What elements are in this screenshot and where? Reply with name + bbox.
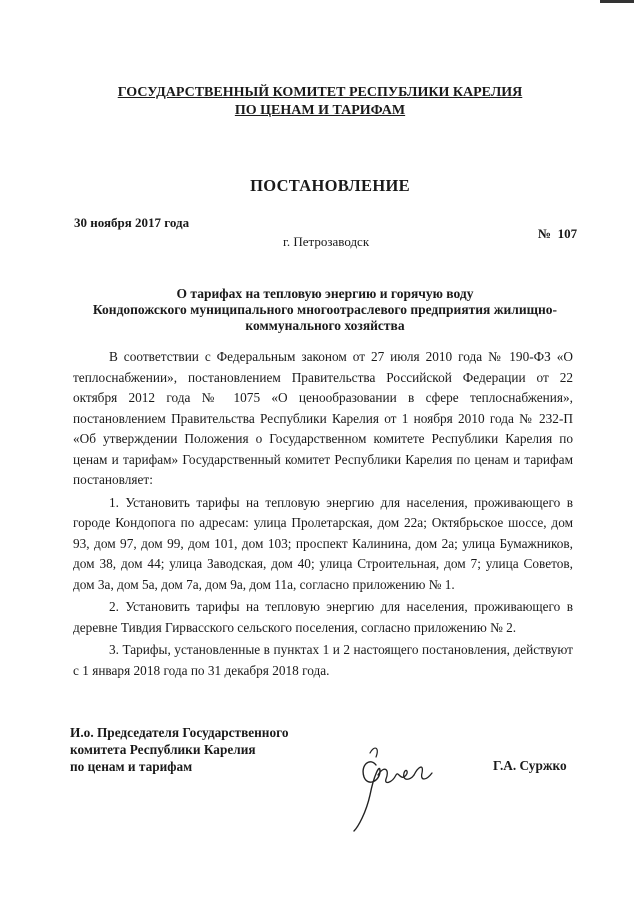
signatory-name: Г.А. Суржко bbox=[493, 758, 567, 773]
signatory-title bbox=[70, 724, 288, 775]
item-1-paragraph: 1. Установить тарифы на тепловую энергию для населения, проживающего в городе Кондопога по адресам: улица Пролетарская, дом 22а; Октябрьское шоссе, дом 93, дом 97, дом 99, дом 101, дом 103; проспект Калинина, дом 2а; улица Бумажников, дом 38, дом 44; улица Заводская, дом 40; улица Строительная, дом 7; улица Советов, дом 3а, дом 5а, дом 7а, дом 9а, дом 11а, согласно приложению № 1. bbox=[73, 494, 573, 592]
issuer-header bbox=[0, 85, 640, 119]
document-subject bbox=[60, 286, 590, 334]
preamble-paragraph: В соответствии с Федеральным законом от 27 июля 2010 года № 190-ФЗ «О теплоснабжении», постановлением Правительства Российской Федерации от 22 октября 2012 года № 1075 «О ценообразовании в сфере теплоснабжения», постановлением Правительства Республики Карелия от 1 ноября 2010 года № 232-П «Об утверждении Положения о Государственном комитете Республики Карелия по ценам и тарифам» Государственный комитет Республики Карелия по ценам и тарифам постановляет: bbox=[73, 349, 573, 487]
item-3-paragraph: 3. Тарифы, установленные в пунктах 1 и 2 настоящего постановления, действуют с 1 января 2018 года по 31 декабря 2018 года. bbox=[73, 642, 573, 678]
signatory-line-2: комитета Республики Карелия bbox=[70, 742, 256, 757]
signatory-line-3: по ценам и тарифам bbox=[70, 759, 193, 774]
subject-line-1: О тарифах на тепловую энергию и горячую воду bbox=[176, 286, 474, 301]
issuer-line-2: ПО ЦЕНАМ И ТАРИФАМ bbox=[234, 103, 406, 118]
subject-line-2: Кондопожского муниципального многоотраслевого предприятия жилищно- bbox=[92, 302, 558, 317]
document-type-title: ПОСТАНОВЛЕНИЕ bbox=[250, 176, 410, 195]
subject-line-3: коммунального хозяйства bbox=[245, 318, 405, 333]
item-2-paragraph: 2. Установить тарифы на тепловую энергию для населения, проживающего в деревне Тивдия Гирвасского сельского поселения, согласно приложению № 2. bbox=[73, 599, 573, 635]
document-body bbox=[73, 347, 573, 681]
handwritten-signature bbox=[340, 735, 460, 835]
document-number: № 107 bbox=[538, 226, 578, 241]
issuer-line-1: ГОСУДАРСТВЕННЫЙ КОМИТЕТ РЕСПУБЛИКИ КАРЕЛИЯ bbox=[117, 85, 523, 100]
document-date: 30 ноября 2017 года bbox=[74, 215, 190, 230]
signatory-line-1: И.о. Председателя Государственного bbox=[70, 725, 289, 740]
scan-mark bbox=[600, 0, 634, 3]
document-city: г. Петрозаводск bbox=[283, 234, 370, 249]
